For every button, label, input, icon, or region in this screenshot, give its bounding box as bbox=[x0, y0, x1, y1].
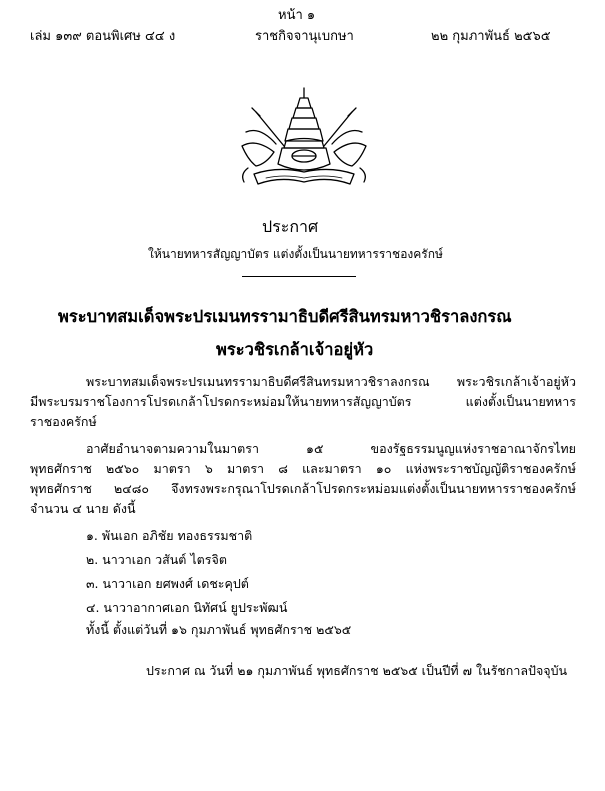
paragraph-1-line-1: พระบาทสมเด็จพระปรเมนทรรามาธิบดีศรีสินทรมหาวชิราลงกรณ พระวชิรเกล้าเจ้าอยู่หัว bbox=[86, 374, 576, 389]
royal-title-line1: พระบาทสมเด็จพระปรเมนทรรามาธิบดีศรีสินทรมหาวชิราลงกรณ bbox=[58, 307, 512, 326]
gazette-name: ราชกิจจานุเบกษา bbox=[255, 29, 354, 44]
paragraph-2-line-1: อาศัยอำนาจตามความในมาตรา ๑๕ ของรัฐธรรมนูญแห่งราชอาณาจักรไทย bbox=[86, 441, 576, 456]
page-number: หน้า ๑ bbox=[278, 8, 316, 23]
paragraph-2-line-3: พุทธศักราช ๒๔๘๐ จึงทรงพระกรุณาโปรดเกล้าโปรดกระหม่อมแต่งตั้งเป็นนายทหารราชองครักษ์ bbox=[30, 481, 576, 496]
paragraph-2-line-4: จำนวน ๔ นาย ดังนี้ bbox=[30, 501, 136, 516]
volume-info: เล่ม ๑๓๙ ตอนพิเศษ ๔๔ ง bbox=[30, 29, 176, 44]
announcement-title: ประกาศ bbox=[262, 217, 319, 236]
royal-title-line2: พระวชิรเกล้าเจ้าอยู่หัว bbox=[216, 340, 374, 359]
paragraph-1-line-2: มีพระบรมราชโองการโปรดเกล้าโปรดกระหม่อมให้นายทหารสัญญาบัตร แต่งตั้งเป็นนายทหาร bbox=[30, 394, 576, 409]
officer-item: ๑. พันเอก อภิชัย ทองธรรมชาติ bbox=[86, 528, 253, 543]
announcement-subtitle: ให้นายทหารสัญญาบัตร แต่งตั้งเป็นนายทหารราชองครักษ์ bbox=[148, 247, 443, 261]
title-underline bbox=[242, 276, 356, 277]
effective-date: ทั้งนี้ ตั้งแต่วันที่ ๑๖ กุมภาพันธ์ พุทธศักราช ๒๕๖๕ bbox=[86, 622, 352, 637]
royal-emblem-icon bbox=[226, 86, 382, 194]
gazette-date: ๒๒ กุมภาพันธ์ ๒๕๖๕ bbox=[431, 29, 551, 44]
paragraph-2-line-2: พุทธศักราช ๒๕๖๐ มาตรา ๖ มาตรา ๘ และมาตรา ๑๐ แห่งพระราชบัญญัติราชองครักษ์ bbox=[30, 461, 576, 476]
officer-item: ๓. นาวาเอก ยศพงศ์ เดชะคุปต์ bbox=[86, 576, 249, 591]
officer-item: ๒. นาวาเอก วสันต์ ไตรจิต bbox=[86, 552, 227, 567]
announcement-date: ประกาศ ณ วันที่ ๒๑ กุมภาพันธ์ พุทธศักราช ๒๕๖๕ เป็นปีที่ ๗ ในรัชกาลปัจจุบัน bbox=[146, 663, 568, 678]
paragraph-1-line-3: ราชองครักษ์ bbox=[30, 414, 97, 429]
officer-item: ๔. นาวาอากาศเอก นิทัศน์ ยูประพัฒน์ bbox=[86, 600, 288, 615]
